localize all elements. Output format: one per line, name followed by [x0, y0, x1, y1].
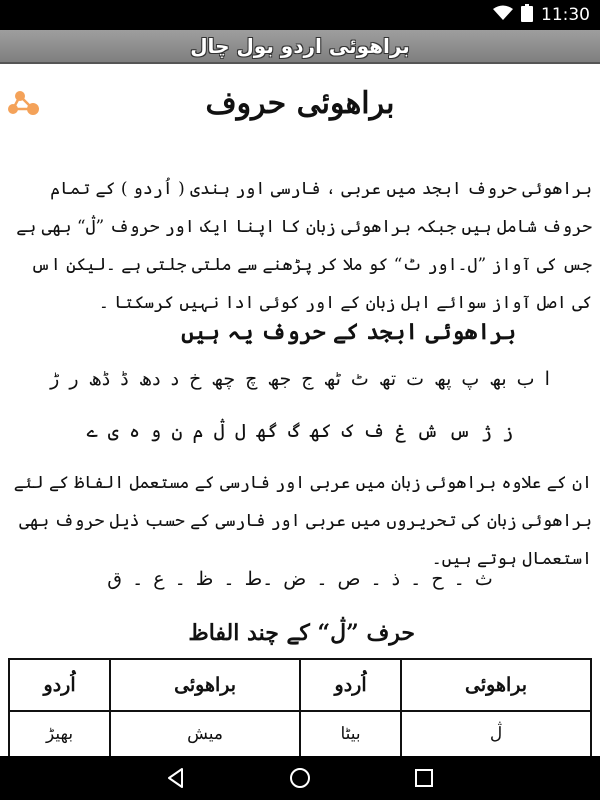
alphabet-row-2: ز ژ س ش غ ف ک کھ گ گھ ل ڷ م ن و ہ ی ے — [86, 420, 514, 442]
article-content[interactable] — [0, 64, 600, 756]
table-cell: میش — [110, 711, 300, 756]
alphabet-row-1: ا ب بھ پ پھ ت تھ ٹ ٹھ ج جھ چ چھ خ د دھ ڈ ڈھ ر ڑ — [50, 368, 550, 390]
app-bar — [0, 30, 600, 64]
navigation-bar — [0, 756, 600, 800]
table-header: براھوئی — [401, 659, 591, 711]
table-header: براھوئی — [110, 659, 300, 711]
back-icon[interactable] — [162, 764, 190, 792]
status-time: 11:30 — [541, 5, 590, 25]
table-header-row — [9, 659, 591, 711]
status-bar — [0, 0, 600, 30]
extra-letters-paragraph: ان کے علاوہ براھوئی زبان میں عربی اور فارسی کے مستعمل الفاظ کے لئے براھوئی زبان کی تحریروں میں عربی اور فارسی کے حسب ذیل حروف بھی استعمال ہوتے ہیں۔ — [13, 473, 592, 569]
table-header: اُردو — [9, 659, 110, 711]
recents-icon[interactable] — [410, 764, 438, 792]
home-icon[interactable] — [286, 764, 314, 792]
intro-paragraph: براھوئی حروف ابجد میں عربی ، فارسی اور ہندی ( اُردو ) کے تمام حروف شامل ہیں جبکہ براھوئی زبان کا اپنا ایک اور حروف ”ڷ“ بھی ہے جس کی آواز ”ل۔اور ٹ“ کو ملا کر پڑھنے سے ملتی جلتی ہے ۔لیکن اس کی اصل آواز سوائے اہل زبان کے اور کوئی ادا نہیں کرسکتا ۔ — [16, 179, 592, 313]
table-row — [9, 711, 591, 756]
share-icon[interactable] — [6, 88, 46, 122]
battery-icon — [521, 4, 533, 26]
status-icons — [493, 0, 590, 30]
alphabet-heading: براھوئی ابجد کے حروف یہ ہیں — [181, 319, 516, 345]
words-heading: حرف ”ڷ“ کے چند الفاظ — [188, 620, 415, 646]
wifi-icon — [493, 5, 513, 25]
table-cell: بھیڑ — [9, 711, 110, 756]
table-cell: ڷ — [401, 711, 591, 756]
extra-letters-row: ث ۔ ح ۔ ذ ۔ ص ۔ ض ۔ط ۔ ظ ۔ ع ۔ ق — [107, 568, 493, 590]
table-cell: بیٹا — [300, 711, 401, 756]
app-title: براھوئی اردو بول چال — [190, 34, 410, 58]
vocab-table — [8, 658, 592, 756]
page-heading: براھوئی حروف — [205, 86, 395, 121]
table-header: اُردو — [300, 659, 401, 711]
